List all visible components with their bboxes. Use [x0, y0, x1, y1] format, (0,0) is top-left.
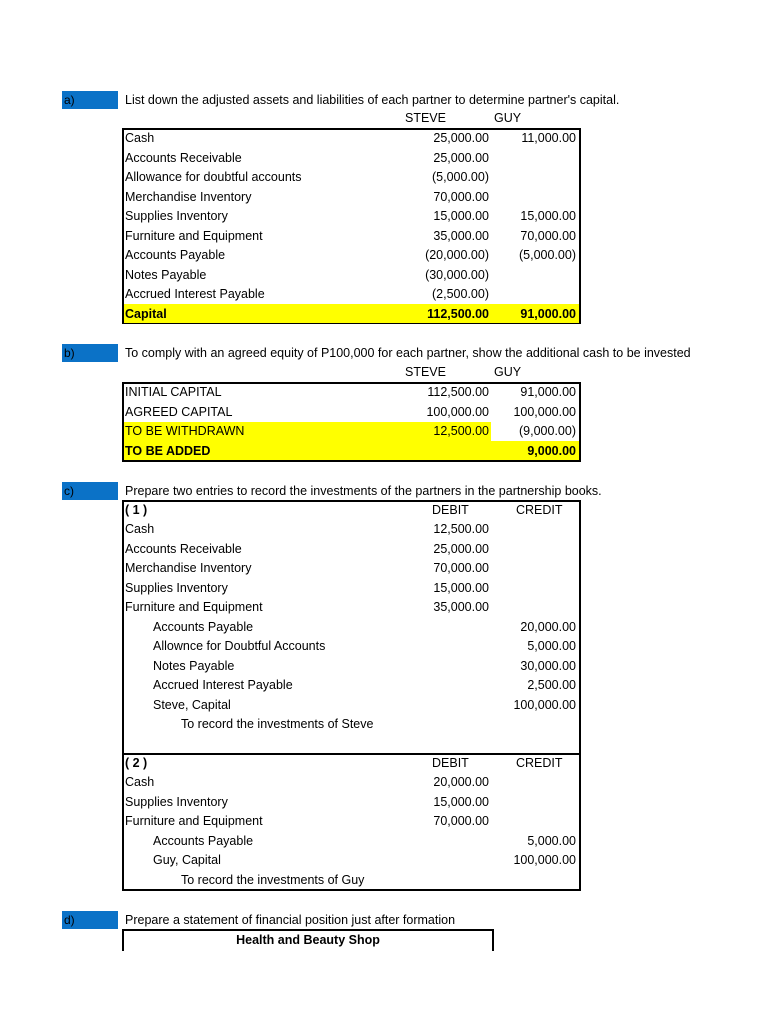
- value-col-1: 35,000.00: [433, 600, 489, 614]
- value-col-1: 25,000.00: [433, 541, 489, 556]
- row-label: TO BE ADDED: [125, 443, 211, 458]
- col-header-credit: CREDIT: [516, 503, 563, 517]
- row-label: To record the investments of Steve: [181, 717, 374, 731]
- row-label: AGREED CAPITAL: [125, 404, 233, 419]
- journal-row: [0, 637, 768, 656]
- section-b-heading: To comply with an agreed equity of P100,000 for each partner, show the additional cash to be invested: [125, 346, 691, 360]
- table-row: [0, 207, 768, 226]
- row-label: Capital: [125, 306, 167, 321]
- value-col-2: 11,000.00: [521, 131, 576, 145]
- row-label: Accounts Payable: [125, 248, 226, 262]
- value-col-2: (9,000.00): [519, 424, 576, 438]
- row-label: Accounts Payable: [153, 833, 254, 848]
- value-col-2: 91,000.00: [520, 306, 576, 321]
- row-label: To record the investments of Guy: [181, 872, 365, 887]
- section-label-c: c): [62, 482, 118, 500]
- table-row: [0, 442, 768, 461]
- journal-row: [0, 832, 768, 851]
- value-col-1: 100,000.00: [426, 404, 489, 419]
- journal-row: [0, 559, 768, 578]
- journal-row: [0, 812, 768, 831]
- value-col-1: 70,000.00: [433, 814, 489, 828]
- table-row: [0, 403, 768, 422]
- row-label: Supplies Inventory: [125, 794, 228, 809]
- section-c-heading: Prepare two entries to record the investments of the partners in the partnership books.: [125, 484, 602, 498]
- row-label: Notes Payable: [153, 658, 235, 673]
- value-col-1: 25,000.00: [433, 131, 489, 145]
- section-label-a: a): [62, 91, 118, 109]
- value-col-1: (20,000.00): [425, 248, 489, 262]
- row-label: Guy, Capital: [153, 853, 221, 867]
- row-label: Merchandise Inventory: [125, 561, 252, 575]
- table-row: [0, 227, 768, 246]
- value-col-1: 12,500.00: [433, 522, 489, 536]
- journal-row: [0, 851, 768, 870]
- entry-title: [0, 754, 768, 773]
- section-label-d: d): [62, 911, 118, 929]
- row-label: Furniture and Equipment: [125, 228, 263, 243]
- value-col-1: (5,000.00): [432, 170, 489, 184]
- row-label: TO BE WITHDRAWN: [125, 424, 245, 438]
- row-label: Allowance for doubtful accounts: [125, 170, 302, 184]
- table-row: [0, 305, 768, 324]
- value-col-2: 91,000.00: [520, 385, 576, 399]
- value-col-2: 100,000.00: [513, 404, 576, 419]
- row-label: Allownce for Doubtful Accounts: [153, 639, 326, 653]
- value-col-2: 2,500.00: [527, 678, 576, 692]
- table-row: [0, 422, 768, 441]
- table-row: [0, 129, 768, 148]
- value-col-1: 70,000.00: [433, 189, 489, 204]
- value-col-1: 15,000.00: [433, 580, 489, 595]
- value-col-2: 9,000.00: [527, 443, 576, 458]
- row-label: ( 1 ): [125, 503, 148, 517]
- row-label: INITIAL CAPITAL: [125, 385, 222, 399]
- journal-row: [0, 715, 768, 734]
- value-col-2: 5,000.00: [527, 639, 576, 653]
- row-label: Accrued Interest Payable: [125, 287, 265, 301]
- row-label: Accounts Payable: [153, 619, 254, 634]
- value-col-2: 20,000.00: [520, 619, 576, 634]
- journal-row: [0, 618, 768, 637]
- value-col-1: 70,000.00: [433, 561, 489, 575]
- table-row: [0, 149, 768, 168]
- row-label: Cash: [125, 131, 155, 145]
- table-row: [0, 188, 768, 207]
- col-header-guy: GUY: [494, 111, 522, 125]
- journal-row: [0, 676, 768, 695]
- journal-row: [0, 773, 768, 792]
- col-header-debit: DEBIT: [432, 503, 469, 517]
- value-col-1: 15,000.00: [433, 794, 489, 809]
- journal-row: [0, 657, 768, 676]
- col-header-credit: CREDIT: [516, 756, 563, 770]
- journal-row: [0, 579, 768, 598]
- journal-row: [0, 540, 768, 559]
- value-col-1: (2,500.00): [432, 287, 489, 301]
- col-header-debit: DEBIT: [432, 756, 469, 770]
- row-label: Furniture and Equipment: [125, 814, 263, 828]
- journal-row: [0, 520, 768, 539]
- journal-row: [0, 696, 768, 715]
- value-col-2: (5,000.00): [519, 248, 576, 262]
- row-label: Merchandise Inventory: [125, 189, 252, 204]
- journal-row: [0, 793, 768, 812]
- row-label: Accounts Receivable: [125, 541, 242, 556]
- value-col-1: 112,500.00: [427, 306, 489, 321]
- value-col-2: 70,000.00: [520, 228, 576, 243]
- company-name: Health and Beauty Shop: [236, 933, 380, 947]
- table-row: [0, 246, 768, 265]
- entry-title: [0, 501, 768, 520]
- row-label: Accrued Interest Payable: [153, 678, 293, 692]
- row-label: Notes Payable: [125, 267, 207, 282]
- row-label: Furniture and Equipment: [125, 600, 263, 614]
- section-label-b: b): [62, 344, 118, 362]
- table-row: [0, 168, 768, 187]
- value-col-2: 5,000.00: [527, 833, 576, 848]
- table-row: [0, 383, 768, 402]
- col-header-steve: STEVE: [405, 111, 446, 125]
- value-col-1: 25,000.00: [433, 150, 489, 165]
- value-col-1: 35,000.00: [433, 228, 489, 243]
- row-label: ( 2 ): [125, 756, 148, 770]
- value-col-2: 30,000.00: [520, 658, 576, 673]
- value-col-2: 100,000.00: [513, 697, 576, 712]
- journal-row: [0, 871, 768, 890]
- table-row: [0, 266, 768, 285]
- section-a-heading: List down the adjusted assets and liabilities of each partner to determine partner's capital.: [125, 93, 620, 107]
- row-label: Steve, Capital: [153, 697, 231, 712]
- row-label: Supplies Inventory: [125, 209, 228, 223]
- value-col-1: 12,500.00: [433, 424, 489, 438]
- row-label: Cash: [125, 775, 155, 789]
- table-row: [0, 285, 768, 304]
- col-header-steve-b: STEVE: [405, 365, 446, 379]
- section-d-heading: Prepare a statement of financial position just after formation: [125, 913, 456, 927]
- value-col-1: 15,000.00: [433, 209, 489, 223]
- value-col-1: 20,000.00: [433, 775, 489, 789]
- value-col-1: 112,500.00: [427, 385, 489, 399]
- value-col-2: 100,000.00: [513, 853, 576, 867]
- row-label: Cash: [125, 522, 155, 536]
- statement-box: [122, 929, 494, 951]
- journal-row: [0, 598, 768, 617]
- col-header-guy-b: GUY: [494, 365, 522, 379]
- row-label: Supplies Inventory: [125, 580, 228, 595]
- row-label: Accounts Receivable: [125, 150, 242, 165]
- value-col-2: 15,000.00: [520, 209, 576, 223]
- value-col-1: (30,000.00): [425, 267, 489, 282]
